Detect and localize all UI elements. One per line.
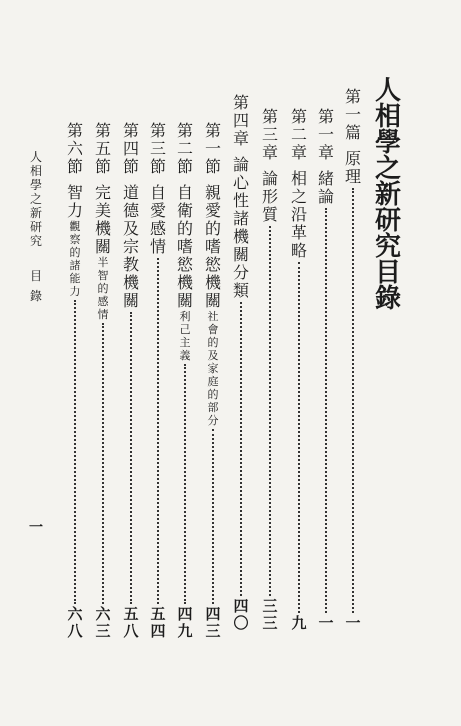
section-2-page: 四 九 xyxy=(177,605,193,640)
section-1-title: 親 愛 的 嗜 慾 機 關 xyxy=(204,183,221,310)
section-2-leader xyxy=(184,364,186,604)
folio-number: 一 xyxy=(29,520,43,536)
chapter-3-title: 論 形 質 xyxy=(261,169,278,224)
section-6-page: 六 八 xyxy=(67,605,83,640)
section-5-page: 六 三 xyxy=(95,605,111,640)
section-3-title: 自 愛 感 情 xyxy=(149,183,166,256)
chapter-4-title: 論 心 性 諸 機 關 分 類 xyxy=(232,155,249,300)
chapter-2-title: 相 之 沿 革 略 xyxy=(290,169,307,260)
chapter-1-page: 一 xyxy=(318,614,334,632)
section-4 xyxy=(118,122,144,640)
part-entry-title: 原 理 xyxy=(344,149,361,186)
chapter-2-page: 九 xyxy=(291,614,307,632)
section-3-leader xyxy=(157,258,159,604)
section-5-label: 第 五 節 xyxy=(94,121,111,176)
section-4-leader xyxy=(130,312,132,604)
section-3-page: 五 四 xyxy=(150,605,166,640)
book-title-text: 人 相 學 之 新 研 究 目 錄 xyxy=(374,76,401,314)
section-6-label: 第 六 節 xyxy=(66,121,83,176)
chapter-4-label: 第 四 章 xyxy=(232,93,249,148)
section-5-note: 半 智 的 感 情 xyxy=(97,256,109,321)
section-6-leader xyxy=(74,300,76,604)
part-entry-leader xyxy=(352,188,354,613)
section-6-title: 智 力 xyxy=(66,183,83,220)
section-5-leader xyxy=(102,323,104,604)
section-6-note: 觀 察 的 諸 能 力 xyxy=(69,220,81,298)
section-5 xyxy=(90,122,116,640)
section-2 xyxy=(172,122,198,640)
chapter-2-label: 第 二 章 xyxy=(290,107,307,162)
chapter-3-leader xyxy=(269,226,271,596)
section-4-label: 第 四 節 xyxy=(122,121,139,176)
chapter-4 xyxy=(228,94,254,632)
section-2-label: 第 二 節 xyxy=(176,121,193,176)
section-1-note: 社 會 的 及 家 庭 的 部 分 xyxy=(207,310,219,427)
chapter-2-leader xyxy=(298,262,300,613)
running-head-title: 人 相 學 之 新 研 究 xyxy=(29,150,42,248)
chapter-4-page: 四 〇 xyxy=(233,597,249,632)
chapter-3 xyxy=(257,108,283,632)
section-4-title: 道 德 及 宗 教 機 關 xyxy=(122,183,139,310)
chapter-3-label: 第 三 章 xyxy=(261,107,278,162)
section-3 xyxy=(145,122,171,640)
section-1-leader xyxy=(212,429,214,604)
chapter-3-page: 三 三 xyxy=(262,597,278,632)
chapter-4-leader xyxy=(240,302,242,596)
running-head xyxy=(26,150,46,306)
section-1-page: 四 三 xyxy=(205,605,221,640)
section-2-note: 利 己 主 義 xyxy=(179,310,191,362)
part-entry xyxy=(340,88,366,632)
section-4-page: 五 八 xyxy=(123,605,139,640)
book-title xyxy=(370,78,406,312)
section-2-title: 自 衛 的 嗜 慾 機 關 xyxy=(176,183,193,310)
chapter-1 xyxy=(313,108,339,632)
folio xyxy=(26,520,46,536)
chapter-1-title: 緒 論 xyxy=(317,169,334,206)
section-3-label: 第 三 節 xyxy=(149,121,166,176)
chapter-2 xyxy=(286,108,312,632)
section-5-title: 完 美 機 關 xyxy=(94,183,111,256)
part-entry-label: 第 一 篇 xyxy=(344,87,361,142)
running-head-label: 目 錄 xyxy=(29,269,42,303)
chapter-1-leader xyxy=(325,208,327,613)
section-6 xyxy=(62,122,88,640)
part-entry-page: 一 xyxy=(345,614,361,632)
chapter-1-label: 第 一 章 xyxy=(317,107,334,162)
section-1 xyxy=(200,122,226,640)
section-1-label: 第 一 節 xyxy=(204,121,221,176)
